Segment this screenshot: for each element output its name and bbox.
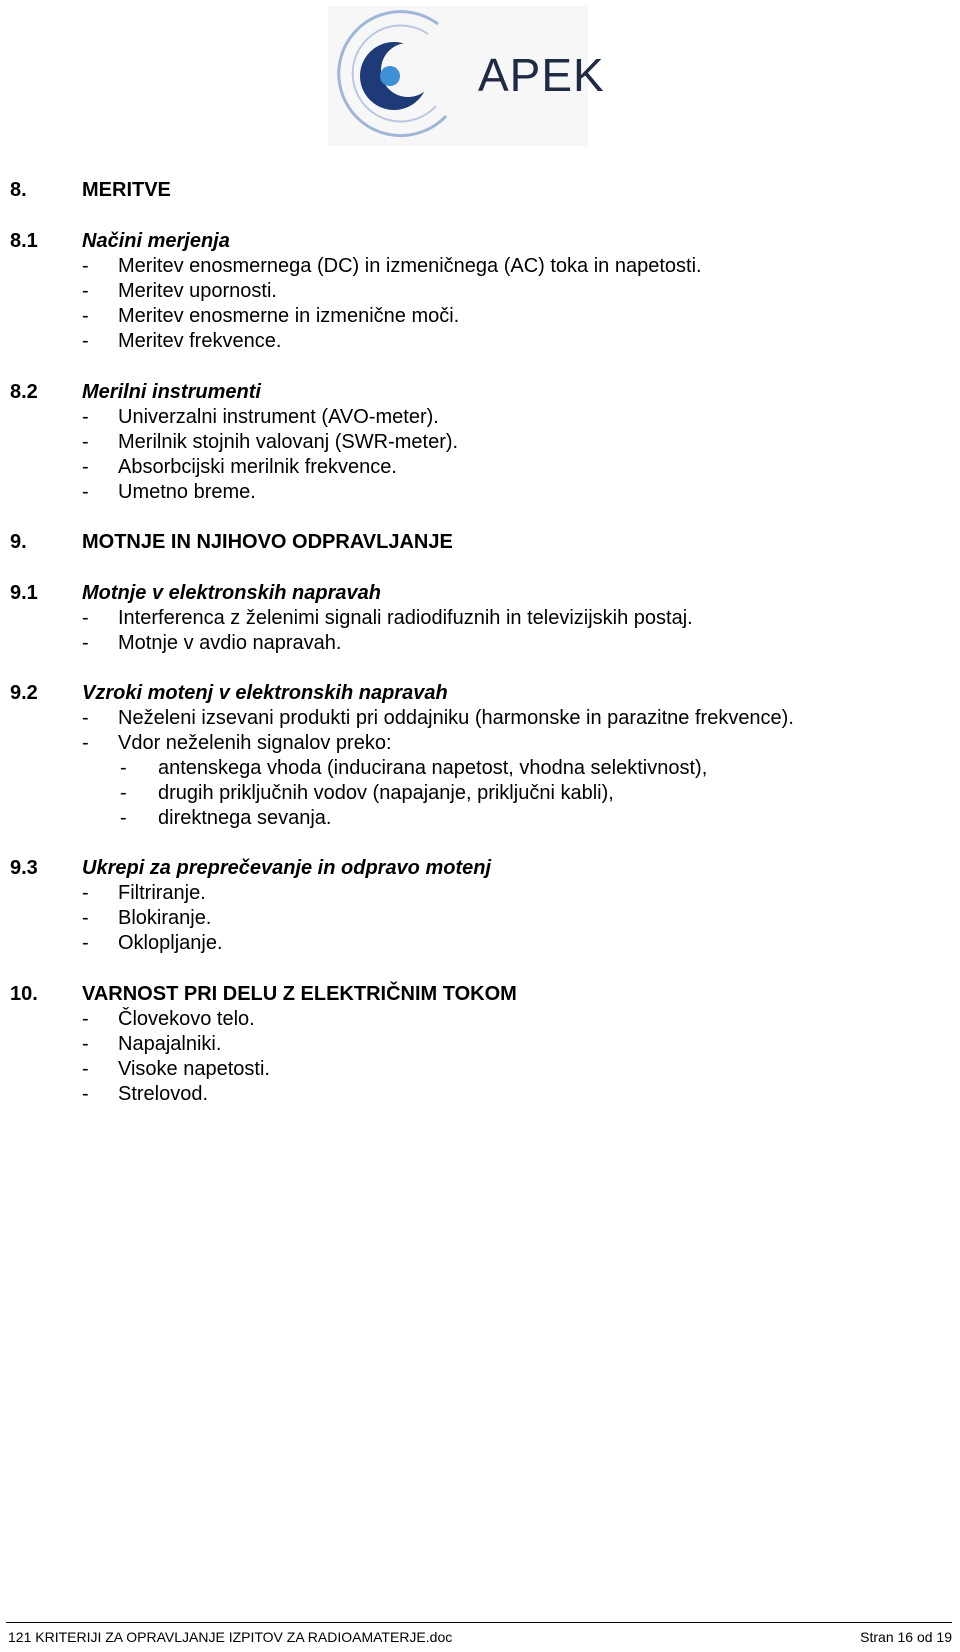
heading-title: Merilni instrumenti <box>82 381 261 403</box>
list-bullet: - <box>82 1058 89 1080</box>
footer-filename: 121 KRITERIJI ZA OPRAVLJANJE IZPITOV ZA RADIOAMATERJE.doc <box>8 1629 453 1645</box>
list-bullet: - <box>82 932 89 954</box>
list-item-text: Blokiranje. <box>118 907 212 929</box>
list-bullet: - <box>82 607 89 629</box>
list-bullet: - <box>82 907 89 929</box>
list-bullet: - <box>82 632 89 654</box>
list-item-text: Meritev frekvence. <box>118 330 282 352</box>
list-item-text: Neželeni izsevani produkti pri oddajniku (harmonske in parazitne frekvence). <box>118 707 794 729</box>
heading-title: Motnje v elektronskih napravah <box>82 582 381 604</box>
heading-title: MERITVE <box>82 179 171 201</box>
list-bullet: - <box>82 431 89 453</box>
heading-number: 8. <box>10 179 27 201</box>
heading-number: 8.2 <box>10 381 38 403</box>
footer-page-number: Stran 16 od 19 <box>860 1629 952 1645</box>
list-item-text: Meritev enosmerne in izmenične moči. <box>118 305 460 327</box>
list-bullet: - <box>82 305 89 327</box>
nested-list-item-text: drugih priključnih vodov (napajanje, priključni kabli), <box>158 782 614 804</box>
logo-text: APEK <box>478 49 605 101</box>
list-bullet: - <box>82 330 89 352</box>
heading-number: 10. <box>10 983 38 1005</box>
list-bullet: - <box>120 757 127 779</box>
list-item-text: Strelovod. <box>118 1083 209 1105</box>
list-item-text: Vdor neželenih signalov preko: <box>118 732 392 754</box>
list-item-text: Oklopljanje. <box>118 932 223 954</box>
list-bullet: - <box>82 1033 89 1055</box>
list-bullet: - <box>82 481 89 503</box>
list-item-text: Meritev enosmernega (DC) in izmeničnega (AC) toka in napetosti. <box>118 255 702 277</box>
list-item-text: Motnje v avdio napravah. <box>118 632 342 654</box>
nested-list-item-text: antenskega vhoda (inducirana napetost, vhodna selektivnost), <box>158 757 708 779</box>
heading-title: Ukrepi za preprečevanje in odpravo motenj <box>82 857 492 879</box>
list-item-text: Absorbcijski merilnik frekvence. <box>118 456 397 478</box>
heading-title: Vzroki motenj v elektronskih napravah <box>82 682 448 704</box>
list-bullet: - <box>82 456 89 478</box>
apek-logo <box>328 6 605 146</box>
list-bullet: - <box>82 1008 89 1030</box>
heading-number: 9. <box>10 531 27 553</box>
list-item-text: Interferenca z želenimi signali radiodifuznih in televizijskih postaj. <box>118 607 693 629</box>
list-bullet: - <box>82 707 89 729</box>
list-bullet: - <box>120 782 127 804</box>
list-item-text: Napajalniki. <box>118 1033 222 1055</box>
logo-emblem-icon <box>328 6 478 146</box>
heading-number: 9.3 <box>10 857 38 879</box>
heading-title: Načini merjenja <box>82 230 230 252</box>
heading-number: 9.1 <box>10 582 38 604</box>
list-item-text: Umetno breme. <box>118 481 256 503</box>
list-bullet: - <box>82 280 89 302</box>
list-bullet: - <box>82 1083 89 1105</box>
nested-list-item-text: direktnega sevanja. <box>158 807 332 829</box>
list-bullet: - <box>82 882 89 904</box>
list-bullet: - <box>120 807 127 829</box>
footer-rule <box>6 1622 952 1623</box>
list-item-text: Visoke napetosti. <box>118 1058 270 1080</box>
list-item-text: Filtriranje. <box>118 882 206 904</box>
heading-title: VARNOST PRI DELU Z ELEKTRIČNIM TOKOM <box>82 983 517 1005</box>
list-item-text: Merilnik stojnih valovanj (SWR-meter). <box>118 431 459 453</box>
list-item-text: Univerzalni instrument (AVO-meter). <box>118 406 439 428</box>
list-item-text: Meritev upornosti. <box>118 280 277 302</box>
heading-title: MOTNJE IN NJIHOVO ODPRAVLJANJE <box>82 531 453 553</box>
heading-number: 8.1 <box>10 230 38 252</box>
list-bullet: - <box>82 732 89 754</box>
list-bullet: - <box>82 255 89 277</box>
heading-number: 9.2 <box>10 682 38 704</box>
list-bullet: - <box>82 406 89 428</box>
list-item-text: Človekovo telo. <box>118 1008 255 1030</box>
